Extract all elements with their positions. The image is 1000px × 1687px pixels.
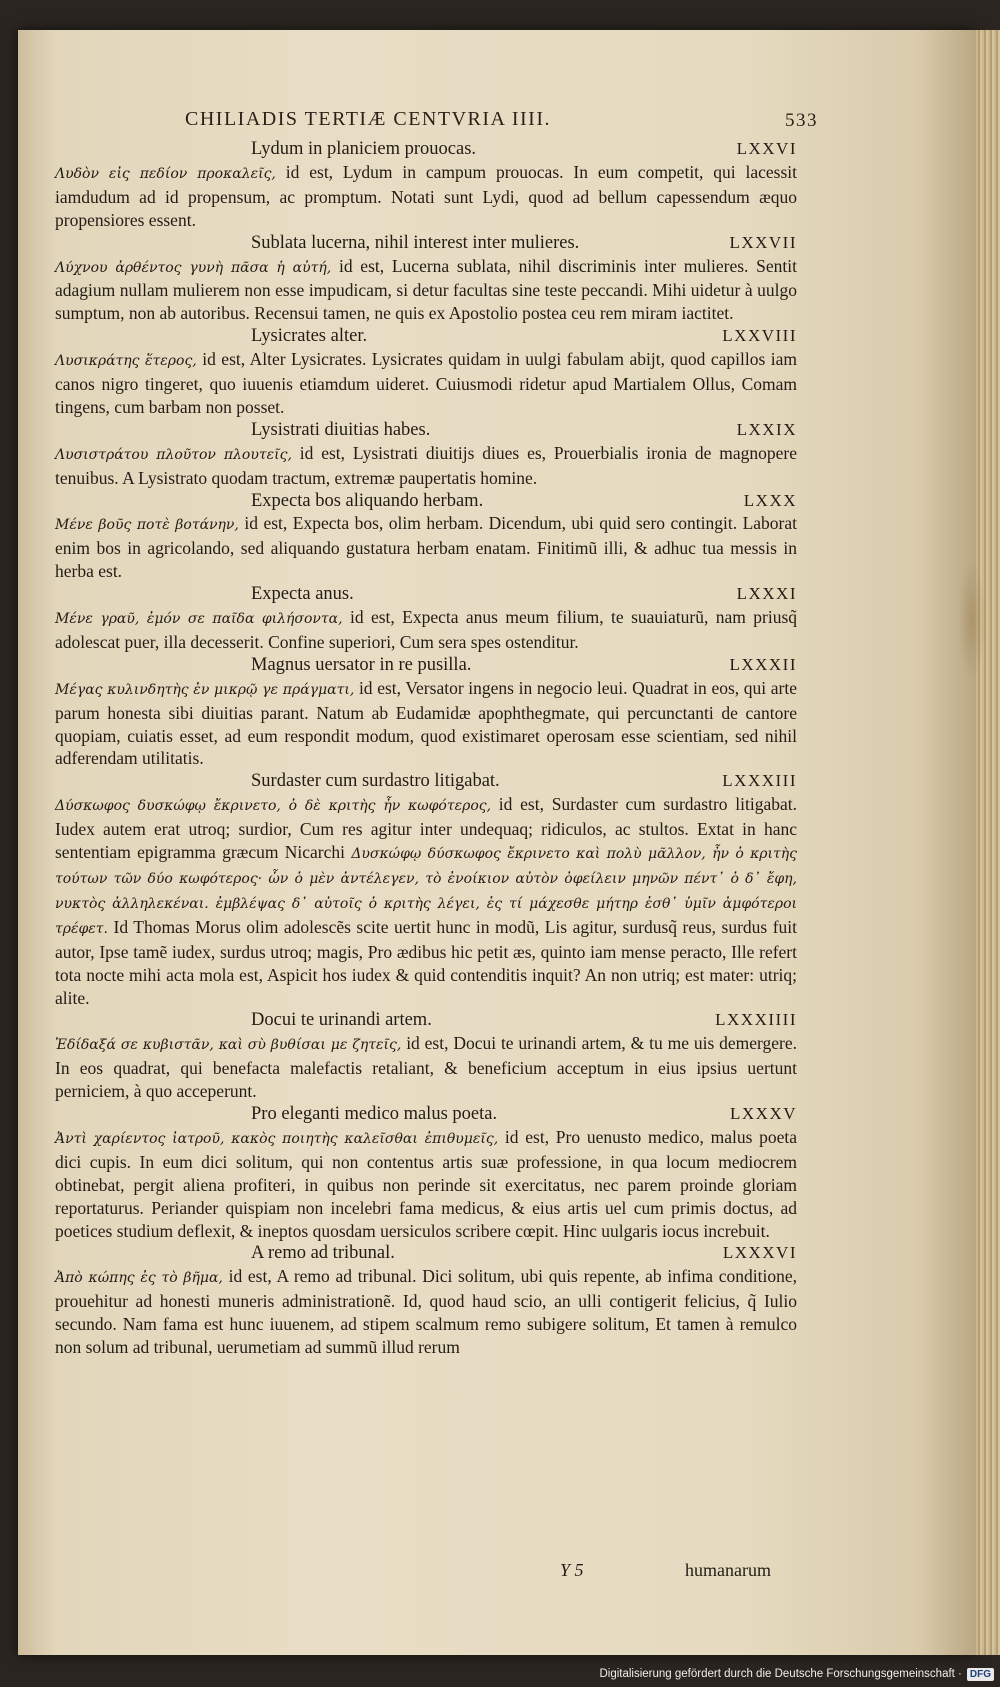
latin-text: id est, Expecta anus meum filium, te suauiaturũ, nam priusq̃ adolescat puer, illa decesserit. Confine superiori, Cum sera spes ostenditur. (55, 607, 797, 652)
adage-entry (55, 232, 797, 326)
greek-text: Δύσκωφος δυσκώφῳ ἔκρινετο, ὁ δὲ κριτὴς ἦν κωφότερος, (55, 798, 492, 815)
adage-title: Magnus uersator in re pusilla. (251, 654, 472, 675)
adage-number: LXXVII (729, 232, 797, 252)
latin-text: id est, Lucerna sublata, nihil discriminis inter mulieres. Sentit adagium nullam mulierem non esse impudicam, si detur facultas sine teste peccandi. Mihi uidetur à uulgo sumptum, non ab autoribus. Recensui tamen, ne quis ex Apostolio postea ceu rem miram iactitet. (55, 255, 798, 324)
adage-entry (55, 138, 797, 232)
greek-text: Λυσικράτης ἕτερος, (55, 353, 197, 370)
latin-text: id est, Lydum in campum prouocas. In eum competit, qui lacessit iamdudum ad id propensum, ac promptum. Notati sunt Lydi, quod ad bellum capessendum æquo propensiores essent. (55, 161, 798, 230)
adage-entry (55, 1009, 797, 1103)
adage-entry (55, 325, 797, 419)
page-number: 533 (785, 110, 818, 131)
adage-entry (55, 490, 797, 584)
credit-text: Digitalisierung gefördert durch die Deutsche Forschungsgemeinschaft · (599, 1668, 962, 1680)
adage-number: LXXX (743, 490, 797, 510)
adage-number: LXXXVI (722, 1243, 797, 1263)
adage-entry (55, 583, 797, 654)
catchword: humanarum (685, 1560, 771, 1580)
greek-text: Μέγας κυλινδητὴς ἐν μικρῷ γε πράγματι, (55, 681, 355, 698)
adage-title: Lysistrati diuitias habes. (251, 419, 431, 440)
adage-title: Docui te urinandi artem. (251, 1010, 432, 1031)
adage-title: A remo ad tribunal. (251, 1243, 395, 1264)
greek-text: Μένε γραῦ, ἐμόν σε παῖδα φιλήσοντα, (55, 611, 343, 628)
adage-title: Surdaster cum surdastro litigabat. (251, 771, 500, 792)
adage-number: LXXIX (736, 419, 797, 439)
latin-text: id est, Versator ingens in negocio leui. Quadrat in eos, qui arte parum honesta sibi diuitias parant. Natum ab Eudamidæ apophthegmate, qui percunctanti de cantore quopiam, cuiatis esset, ad eum respondit modum, quod existimaret operosam esse scientiam, sed nihil adferendam utilitatis. (55, 677, 798, 769)
adage-number: LXXXV (730, 1104, 797, 1124)
adage-title: Expecta anus. (251, 584, 354, 605)
latin-text: id est, Docui te urinandi artem, & tu me uis demergere. In eos quadrat, qui benefacta malefactis retaliant, & beneficium acceptum in eius ipsius uertunt perniciem, à quo acceperunt. (55, 1033, 798, 1102)
adage-number: LXXXIII (722, 771, 797, 791)
latin-text: id est, Alter Lysicrates. Lysicrates quidam in uulgi fabulam abijt, quod capillos iam canos nigro tingeret, quo iuuenis etiamdum uideret. Cuiusmodi ridetur apud Martialem Ollus, Comam tingens, cum barbam non posset. (55, 349, 797, 417)
latin-text: id est, A remo ad tribunal. Dici solitum, ubi quis repente, ab infima conditione, prouehitur ad honesti muneris administrationẽ. Id, quod haud scio, an ulli contigerit felicius, q̃ Iulio secundo. Nam fama est hunc iuuenem, ad stipem scalmum remo subigere solitum, Et tamen à remulco non solum ad tribunal, uerumetiam ad summũ illud rerum (55, 1266, 797, 1358)
adage-entry (55, 1242, 797, 1359)
dfg-logo: DFG (967, 1668, 994, 1681)
adage-entry (55, 770, 797, 1009)
greek-text: Ἐδίδαξά σε κυβιστᾶν, καὶ σὺ βυθίσαι με ζητεῖς, (55, 1037, 402, 1054)
running-header (185, 108, 818, 131)
latin-text: id est, Lysistrati diuitijs diues es, Prouerbialis ironia de magnopere tenuibus. A Lysistrato quodam tractum, extremæ paupertatis homine. (55, 442, 798, 488)
adage-number: LXXVIII (722, 326, 797, 346)
greek-text: Λυσιστράτου πλοῦτον πλουτεῖς, (55, 446, 292, 463)
adage-entry (55, 654, 797, 771)
latin-text: id est, Pro uenusto medico, malus poeta dici cupis. In eum dici solitum, qui non contentus artis suæ professione, in qua locum mediocrem obtinebat, pergit aliena profiteri, in quibus non perinde sit exercitatus, nec parem proinde gloriam reportaturus. Periander quispiam non incelebri fama medicus, & eius artis uel cum primis doctus, ad poetices studium deflexit, & ineptos quosdam uersiculos scribere cœpit. Hinc uulgaris iocus increbuit. (55, 1126, 798, 1241)
paper-stain (958, 560, 986, 680)
adage-title: Expecta bos aliquando herbam. (251, 490, 484, 511)
adage-number: LXXXI (736, 584, 797, 604)
greek-text: Λυδὸν εἰς πεδίον προκαλεῖς, (55, 165, 276, 182)
latin-translation: Id Thomas Morus olim adolescẽs scite uertit hunc in modũ, Lis agitur, surdusq̃ reus, surdus fuit autor, Ipse tamẽ iudex, surdus utroq; magis, Pro ædibus hic petit æs, quinto iam mense peracto, Ille refert tota nocte mihi acta mola est, Aspicit hos iudex & quid contenditis inquit? An non utriq; est mater: utriq; alite. (55, 916, 798, 1008)
running-title: CHILIADIS TERTIÆ CENTVRIA IIII. (185, 108, 552, 130)
greek-text: Μένε βοῦς ποτὲ βοτάνην, (55, 517, 239, 534)
latin-text: id est, Surdaster cum surdastro litigabat. Iudex autem erat utroq; surdior, Cum res agitur inter undequaq; ridiculos, ac stultos. Extat in hanc sententiam epigramma græcum Nicarchi (55, 794, 797, 863)
greek-text: Ἀντὶ χαρίεντος ἰατροῦ, κακὸς ποιητὴς καλεῖσθαι ἐπιθυμεῖς, (55, 1130, 499, 1147)
greek-epigram: Δυσκώφῳ δύσκωφος ἔκρινετο καὶ πολὺ μᾶλλον, ἦν ὁ κριτὴς τούτων τῶν δύο κωφότερος· ὧν ὁ μὲν ἀντέλεγεν, τὸ ἐνοίκιον αὐτὸν ὀφείλειν μηνῶν πέντ᾽ ὁ δ᾽ ἔφη, νυκτὸς ἀλληλεκέναι. ἐμβλέψας δ᾽ αὐτοῖς ὁ κριτὴς λέγει, ἐς τί μάχεσθε μήτηρ ἐσθ᾽ ὑμῖν ἀμφότεροι τρέφετ. (55, 846, 798, 937)
greek-text: Ἀπὸ κώπης ἐς τὸ βῆμα, (55, 1270, 223, 1287)
digitization-credit (599, 1665, 994, 1683)
text-column (55, 138, 797, 1359)
adage-entry (55, 1103, 797, 1242)
latin-text: id est, Expecta bos, olim herbam. Dicendum, ubi quid sero contingit. Laborat enim bos in agricolando, sed aliquando gustatura herbam enatam. Finitimũ illi, & adhuc tua messis in herba est. (55, 513, 797, 582)
adage-title: Sublata lucerna, nihil interest inter mulieres. (251, 232, 580, 253)
greek-text: Λύχνου ἀρθέντος γυνὴ πᾶσα ἡ αὐτή, (55, 259, 332, 276)
adage-title: Lysicrates alter. (251, 326, 368, 347)
signature-mark: Y 5 (560, 1560, 584, 1580)
adage-title: Lydum in planiciem prouocas. (251, 139, 477, 159)
adage-number: LXXXII (729, 654, 797, 674)
page-edge (976, 30, 1000, 1655)
adage-title: Pro eleganti medico malus poeta. (251, 1104, 498, 1125)
adage-number: LXXXIIII (715, 1010, 797, 1030)
adage-entry (55, 419, 797, 490)
adage-number: LXXVI (736, 139, 797, 158)
